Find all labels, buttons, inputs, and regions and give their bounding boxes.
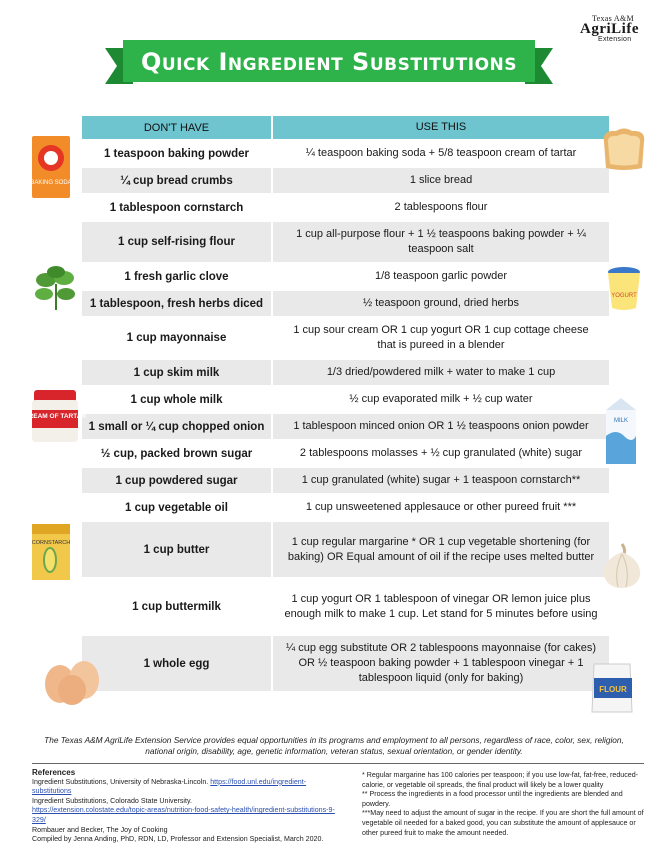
- header-use-this: USE THIS: [273, 116, 609, 139]
- bread-slice-icon: [598, 126, 650, 174]
- agrilife-logo: [580, 14, 660, 43]
- footnote-margarine: * Regular margarine has 100 calories per teaspoon; if you use low-fat, fat-free, reduced-calorie, or vegetable oil spreads, the final product will likely be a lower quality: [362, 771, 639, 789]
- header-dont-have: DON'T HAVE: [82, 116, 271, 139]
- use-this-cell: ¼ teaspoon baking soda + 5/8 teaspoon cream of tartar: [305, 147, 577, 159]
- dont-have-cell: 1 cup vegetable oil: [125, 501, 228, 514]
- table-row: [82, 414, 609, 439]
- use-this-cell: 1 cup regular margarine * OR 1 cup vegetable shortening (for baking) OR Equal amount of oil if the recipe uses melted butter: [273, 522, 609, 577]
- logo-line-2: AgriLife: [580, 21, 639, 37]
- reference-2-link[interactable]: https://extension.colostate.edu/topic-areas/nutrition-food-safety-health/ingredient-substitutions-9-329/: [32, 806, 335, 824]
- footnote-sugar: ***May need to adjust the amount of sugar in the recipe. If you are short the full amount of vegetable oil needed for a baked good, you can substitute the amount of applesauce or other pureed fruit to make the amount needed.: [362, 809, 644, 837]
- table-row: [82, 291, 609, 316]
- use-this-cell: 1/3 dried/powdered milk + water to make 1 cup: [273, 360, 609, 385]
- use-this-cell: 1 cup granulated (white) sugar + 1 teaspoon cornstarch**: [273, 468, 609, 493]
- substitution-table: [82, 116, 609, 693]
- dont-have-cell: ¼ cup bread crumbs: [82, 168, 271, 193]
- reference-1-link[interactable]: https://food.unl.edu/ingredient-substitutions: [32, 777, 307, 796]
- dont-have-cell: 1 cup butter: [82, 522, 271, 577]
- use-this-cell: ½ teaspoon ground, dried herbs: [273, 291, 609, 316]
- references-section: [32, 768, 337, 845]
- table-header-row: [82, 116, 609, 139]
- cornstarch-label: CORNSTARCH: [31, 540, 71, 546]
- dont-have-cell: 1 cup mayonnaise: [126, 332, 227, 344]
- use-this-cell: 2 tablespoons flour: [394, 201, 488, 213]
- dont-have-cell: 1 small or ¼ cup chopped onion: [82, 414, 271, 439]
- use-this-cell: 1 cup yogurt OR 1 tablespoon of vinegar OR lemon juice plus enough milk to make 1 cup. Let stand for 5 minutes before using: [284, 592, 598, 620]
- references-heading: References: [32, 768, 76, 777]
- dont-have-cell: 1 cup self-rising flour: [82, 222, 271, 262]
- dont-have-cell: 1 tablespoon, fresh herbs diced: [82, 291, 271, 316]
- table-row: [82, 636, 609, 691]
- table-row: [82, 318, 609, 358]
- milk-carton-icon: [600, 396, 642, 466]
- reference-1: [32, 778, 337, 797]
- footnote-food-processor: ** Process the ingredients in a food processor until the ingredients are blended and powdery.: [362, 790, 623, 808]
- table-row: [82, 495, 609, 520]
- use-this-cell: 1 slice bread: [273, 168, 609, 193]
- use-this-cell: 1 tablespoon minced onion OR 1 ½ teaspoons onion powder: [273, 414, 609, 439]
- reference-2-text: Ingredient Substitutions, Colorado State University.: [32, 796, 192, 805]
- dont-have-cell: 1 teaspoon baking powder: [103, 147, 250, 160]
- logo-line-1: Texas A&M: [592, 14, 634, 23]
- dont-have-cell: ½ cup, packed brown sugar: [100, 447, 253, 460]
- dont-have-cell: 1 cup skim milk: [82, 360, 271, 385]
- yogurt-cup-icon: [604, 264, 644, 314]
- dont-have-cell: 1 cup powdered sugar: [82, 468, 271, 493]
- dont-have-cell: 1 tablespoon cornstarch: [109, 201, 244, 214]
- table-row: [82, 579, 609, 634]
- cornstarch-box-icon: [28, 520, 76, 582]
- table-row: [82, 222, 609, 262]
- use-this-cell: 1 cup all-purpose flour + 1 ½ teaspoons baking powder + ¼ teaspoon salt: [273, 222, 609, 262]
- divider: [32, 763, 644, 764]
- flour-label: FLOUR: [599, 685, 627, 694]
- equal-opportunity-statement: The Texas A&M AgriLife Extension Service provides equal opportunities in its programs and employment to all persons, regardless of race, color, sex, religion, national origin, disability, age, genetic information, veteran status, sexual orientation, or gender identity.: [44, 735, 624, 756]
- use-this-cell: 1 cup unsweetened applesauce or other pureed fruit ***: [305, 501, 577, 513]
- use-this-cell: ½ cup evaporated milk + ½ cup water: [349, 393, 533, 405]
- dont-have-cell: 1 fresh garlic clove: [124, 270, 229, 283]
- title-banner: [113, 38, 545, 88]
- table-row: [82, 441, 609, 466]
- eggs-icon: [40, 652, 106, 706]
- compiled-by: Compiled by Jenna Anding, PhD, RDN, LD, Professor and Extension Specialist, March 2020.: [32, 835, 324, 844]
- flour-bag-icon: [586, 658, 638, 716]
- dont-have-cell: 1 whole egg: [82, 636, 271, 691]
- cream-of-tartar-label: CREAM OF TARTAR: [23, 413, 87, 420]
- table-row: [82, 468, 609, 493]
- table-row: [82, 195, 609, 220]
- dont-have-cell: 1 cup buttermilk: [132, 600, 221, 613]
- use-this-cell: 1 cup sour cream OR 1 cup yogurt OR 1 cup cottage cheese that is pureed in a blender: [293, 324, 589, 351]
- cream-of-tartar-jar-icon: [23, 388, 87, 444]
- page-title: Quick Ingredient Substitutions: [140, 48, 518, 76]
- use-this-cell: 2 tablespoons molasses + ½ cup granulated (white) sugar: [299, 447, 583, 459]
- use-this-cell: ¼ cup egg substitute OR 2 tablespoons mayonnaise (for cakes) OR ½ teaspoon baking powder + 1 tablespoon vinegar + 1 tablespoon liquid (only for baking): [273, 636, 609, 691]
- garlic-bulb-icon: [598, 540, 646, 590]
- use-this-cell: 1/8 teaspoon garlic powder: [374, 270, 508, 282]
- logo-line-3: Extension: [598, 36, 632, 43]
- table-row: [82, 387, 609, 412]
- footnotes-section: [362, 771, 646, 838]
- table-row: [82, 168, 609, 193]
- reference-1-text: Ingredient Substitutions, University of Nebraska-Lincoln.: [32, 777, 209, 786]
- table-row: [82, 264, 609, 289]
- baking-soda-box-icon: [30, 132, 72, 200]
- baking-soda-label: BAKING SODA: [30, 180, 72, 186]
- herbs-icon: [30, 262, 82, 314]
- table-row: [82, 522, 609, 577]
- milk-label: MILK: [613, 418, 629, 424]
- yogurt-label: YOGURT: [611, 293, 637, 299]
- reference-3-text: Rombauer and Becker, The Joy of Cooking: [32, 825, 168, 834]
- table-row: [82, 141, 609, 166]
- dont-have-cell: 1 cup whole milk: [130, 393, 223, 406]
- table-row: [82, 360, 609, 385]
